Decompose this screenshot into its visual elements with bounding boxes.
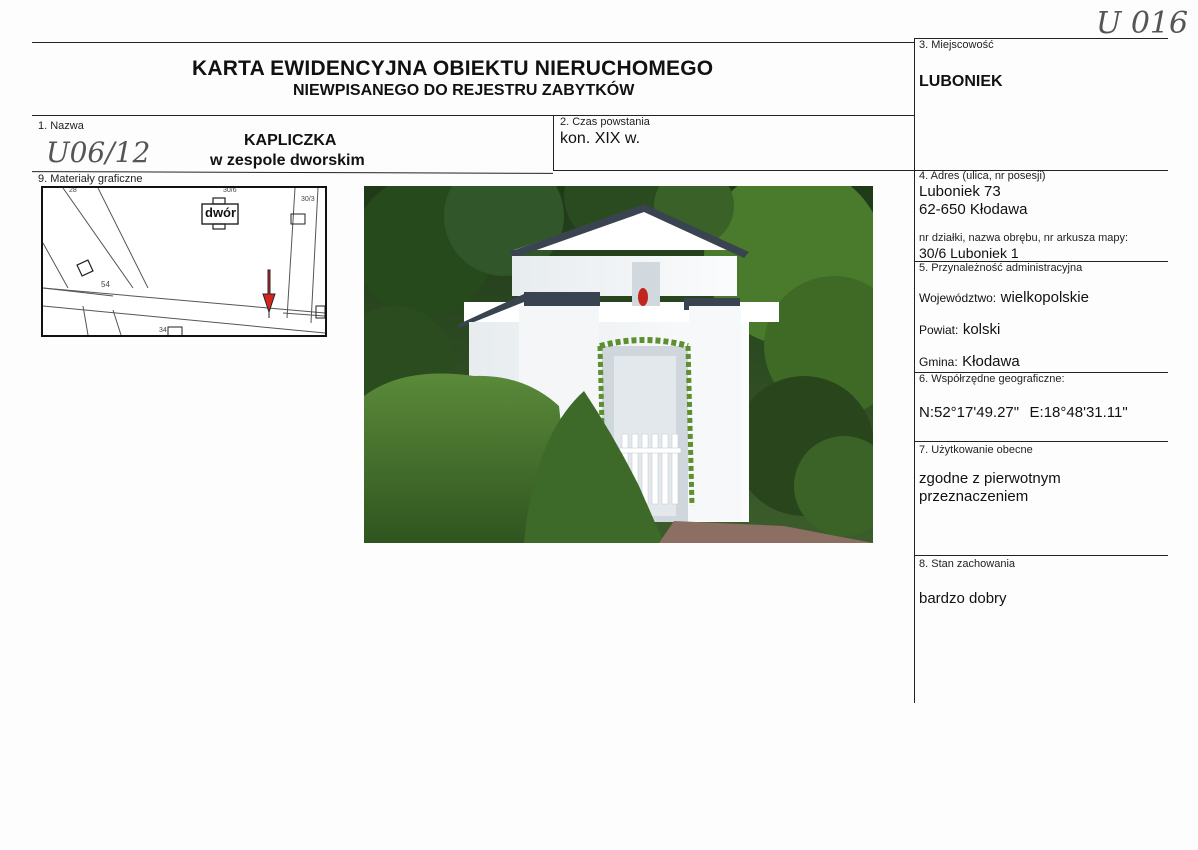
- map-drawing: [43, 188, 325, 335]
- document-subtitle: NIEWPISANEGO DO REJESTRU ZABYTKÓW: [293, 82, 635, 99]
- field-value-dzialka: 30/6 Luboniek 1: [919, 245, 1019, 261]
- map-parcel-number: 28: [69, 187, 77, 194]
- field-value-powiat: kolski: [962, 321, 1001, 338]
- field-label-miejscowosc: 3. Miejscowość: [919, 39, 994, 51]
- field-label-materialy: 9. Materiały graficzne: [38, 173, 143, 185]
- map-parcel-number: 54: [101, 280, 110, 289]
- field-label-uzytkowanie: 7. Użytkowanie obecne: [919, 444, 1033, 456]
- field-value-adres-1: Luboniek 73: [919, 183, 1001, 200]
- map-label-dwor: dwór: [205, 205, 237, 220]
- cadastral-map: [41, 186, 327, 337]
- field-value-stan: bardzo dobry: [919, 590, 1007, 607]
- field-value-wojewodztwo: wielkopolskie: [1000, 289, 1089, 306]
- field-label-nazwa: 1. Nazwa: [38, 120, 84, 132]
- field-label-gmina: Gmina:: [919, 355, 958, 369]
- field-value-lat: N:52°17'49.27": [919, 404, 1020, 421]
- field-label-dzialka: nr działki, nazwa obrębu, nr arkusza mapy:: [919, 232, 1129, 244]
- field-value-gmina: Kłodawa: [962, 353, 1020, 370]
- field-value-nazwa-2: w zespole dworskim: [210, 152, 365, 169]
- chapel-photo: [364, 186, 873, 543]
- field-label-admin: 5. Przynależność administracyjna: [919, 262, 1083, 274]
- field-value-uzytkowanie-2: przeznaczeniem: [919, 488, 1029, 505]
- field-label-czas: 2. Czas powstania: [560, 116, 650, 128]
- field-value-czas: kon. XIX w.: [560, 130, 641, 147]
- map-parcel-number: 30/3: [301, 196, 315, 203]
- field-label-powiat: Powiat:: [919, 323, 959, 337]
- field-value-uzytkowanie-1: zgodne z pierwotnym: [919, 470, 1061, 487]
- field-label-adres: 4. Adres (ulica, nr posesji): [919, 170, 1046, 182]
- field-label-wspolrzedne: 6. Współrzędne geograficzne:: [919, 373, 1065, 385]
- field-label-stan: 8. Stan zachowania: [919, 558, 1016, 570]
- map-parcel-number: 30/6: [223, 187, 237, 194]
- map-parcel-number: 34: [159, 327, 167, 334]
- field-value-miejscowosc: LUBONIEK: [919, 73, 1003, 90]
- document-title: KARTA EWIDENCYJNA OBIEKTU NIERUCHOMEGO: [192, 57, 714, 80]
- field-value-adres-2: 62-650 Kłodawa: [919, 201, 1028, 218]
- handwritten-code: U 016: [1096, 6, 1189, 41]
- field-value-lon: E:18°48'31.11": [1029, 404, 1128, 421]
- field-label-wojewodztwo: Województwo:: [919, 291, 997, 305]
- handwritten-number: U06/12: [46, 136, 151, 169]
- field-value-nazwa-1: KAPLICZKA: [244, 132, 337, 149]
